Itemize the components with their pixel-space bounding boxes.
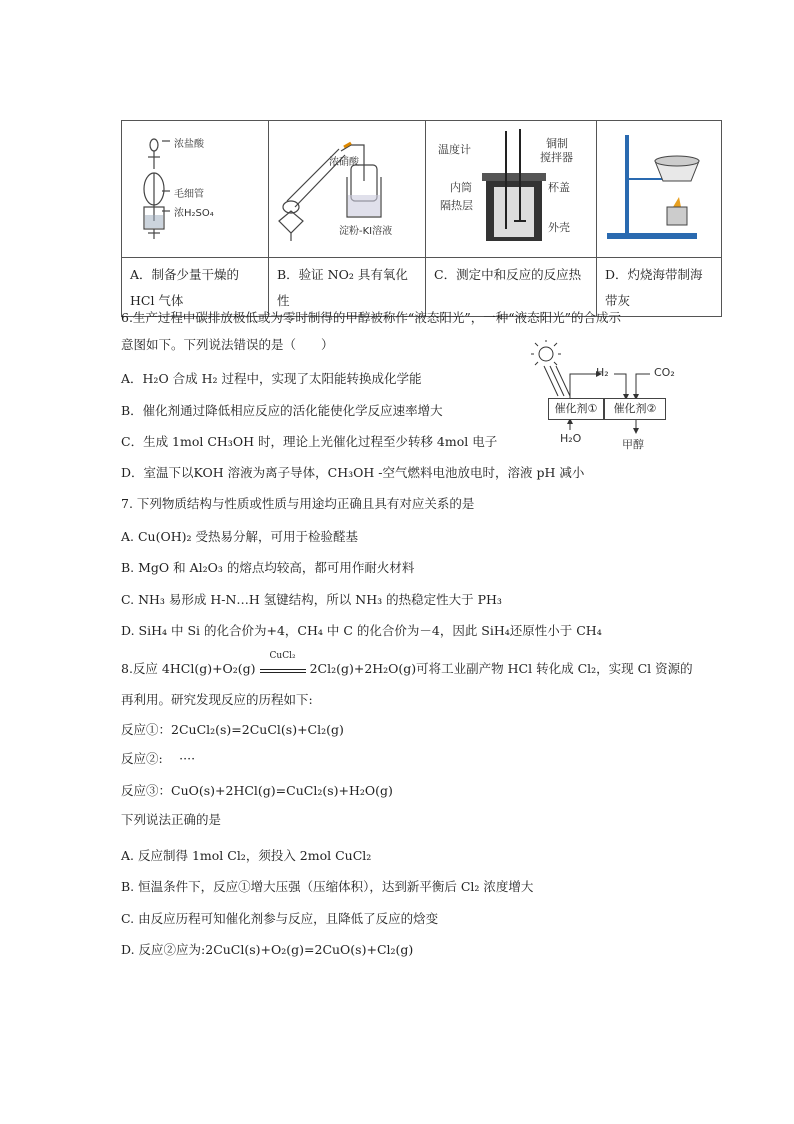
q8-arrow — [260, 651, 306, 673]
apparatus-table — [121, 120, 722, 317]
q6-option-a: A．H₂O 合成 H₂ 过程中，实现了太阳能转换成化学能 — [121, 371, 422, 386]
q8-stem-pre: 8.反应 4HCl(g)+O₂(g) — [121, 661, 256, 676]
apparatus-d-figure — [597, 121, 721, 254]
reagent-label: 淀粉-KI溶液 — [339, 226, 393, 237]
part-label: 外壳 — [548, 221, 570, 234]
q6-option-b: B．催化剂通过降低相应反应的活化能使化学反应速率增大 — [121, 403, 443, 418]
q6-option-c: C．生成 1mol CH₃OH 时，理论上光催化过程至少转移 4mol 电子 — [121, 434, 498, 449]
option-b-caption: B．验证 NO₂ 具有氧化性 — [269, 258, 426, 317]
part-label: 内筒 — [450, 181, 472, 194]
q8-reaction-1: 反应①：2CuCl₂(s)=2CuCl(s)+Cl₂(g) — [121, 722, 344, 737]
q8-reaction-3: 反应③：CuO(s)+2HCl(g)=CuCl₂(s)+H₂O(g) — [121, 783, 393, 798]
h2-label: H₂ — [596, 366, 609, 379]
q8-stem-line1 — [121, 651, 693, 677]
q7-option-b: B. MgO 和 Al₂O₃ 的熔点均较高，都可用作耐火材料 — [121, 560, 415, 575]
apparatus-b-cell — [269, 121, 426, 258]
q8-catalyst: CuCl₂ — [269, 651, 296, 661]
catalyst-2-box: 催化剂② — [604, 398, 666, 420]
q7-stem: 7. 下列物质结构与性质或性质与用途均正确且具有对应关系的是 — [121, 496, 475, 511]
q8-option-a: A. 反应制得 1mol Cl₂，须投入 2mol CuCl₂ — [121, 848, 372, 863]
option-c-caption: C．测定中和反应的反应热 — [426, 258, 597, 317]
reagent-label: 毛细管 — [174, 189, 204, 200]
part-label: 隔热层 — [440, 199, 473, 212]
part-label: 杯盖 — [548, 181, 570, 194]
reagent-label: 浓硝酸 — [329, 157, 359, 168]
q7-option-d: D. SiH₄ 中 Si 的化合价为+4，CH₄ 中 C 的化合价为－4，因此 SiH₄还原性小于 CH₄ — [121, 623, 602, 638]
apparatus-d-cell — [597, 121, 722, 258]
q6-option-d: D．室温下以KOH 溶液为离子导体，CH₃OH -空气燃料电池放电时，溶液 pH 减小 — [121, 465, 585, 480]
q8-ask: 下列说法正确的是 — [121, 812, 222, 827]
part-label: 搅拌器 — [540, 151, 573, 164]
h2o-label: H₂O — [560, 432, 582, 445]
q8-option-b: B. 恒温条件下，反应①增大压强（压缩体积），达到新平衡后 Cl₂ 浓度增大 — [121, 879, 534, 894]
option-d-caption: D．灼烧海带制海带灰 — [597, 258, 722, 317]
catalyst-1-box: 催化剂① — [548, 398, 604, 420]
q6-stem-line1: 6.生产过程中碳排放极低或为零时制得的甲醇被称作“液态阳光”，一种“液态阳光”的合成示 — [121, 310, 621, 325]
q6-stem-line2: 意图如下。下列说法错误的是（ ） — [121, 337, 334, 352]
reagent-label: 浓H₂SO₄ — [174, 208, 214, 219]
q8-reaction-2: 反应②: ···· — [121, 751, 196, 766]
part-label: 铜制 — [546, 137, 568, 150]
co2-label: CO₂ — [654, 366, 675, 379]
q8-option-c: C. 由反应历程可知催化剂参与反应，且降低了反应的焓变 — [121, 911, 439, 926]
q8-option-d: D. 反应②应为:2CuCl(s)+O₂(g)=2CuO(s)+Cl₂(g) — [121, 942, 414, 957]
methanol-label: 甲醇 — [622, 438, 644, 451]
option-a-caption: A．制备少量干燥的 HCl 气体 — [122, 258, 269, 317]
part-label: 温度计 — [438, 143, 471, 156]
reagent-label: 浓盐酸 — [174, 139, 204, 150]
equal-sign-icon — [260, 669, 306, 673]
q7-option-a: A. Cu(OH)₂ 受热易分解，可用于检验醛基 — [121, 529, 358, 544]
q7-option-c: C. NH₃ 易形成 H-N…H 氢键结构，所以 NH₃ 的热稳定性大于 PH₃ — [121, 592, 502, 607]
q6-diagram-lines — [530, 340, 700, 450]
apparatus-a-cell — [122, 121, 269, 258]
q8-stem-post: 2Cl₂(g)+2H₂O(g)可将工业副产物 HCl 转化成 Cl₂，实现 Cl 资源的 — [309, 661, 693, 676]
apparatus-c-cell — [426, 121, 597, 258]
q8-stem-line2: 再利用。研究发现反应的历程如下: — [121, 692, 313, 707]
